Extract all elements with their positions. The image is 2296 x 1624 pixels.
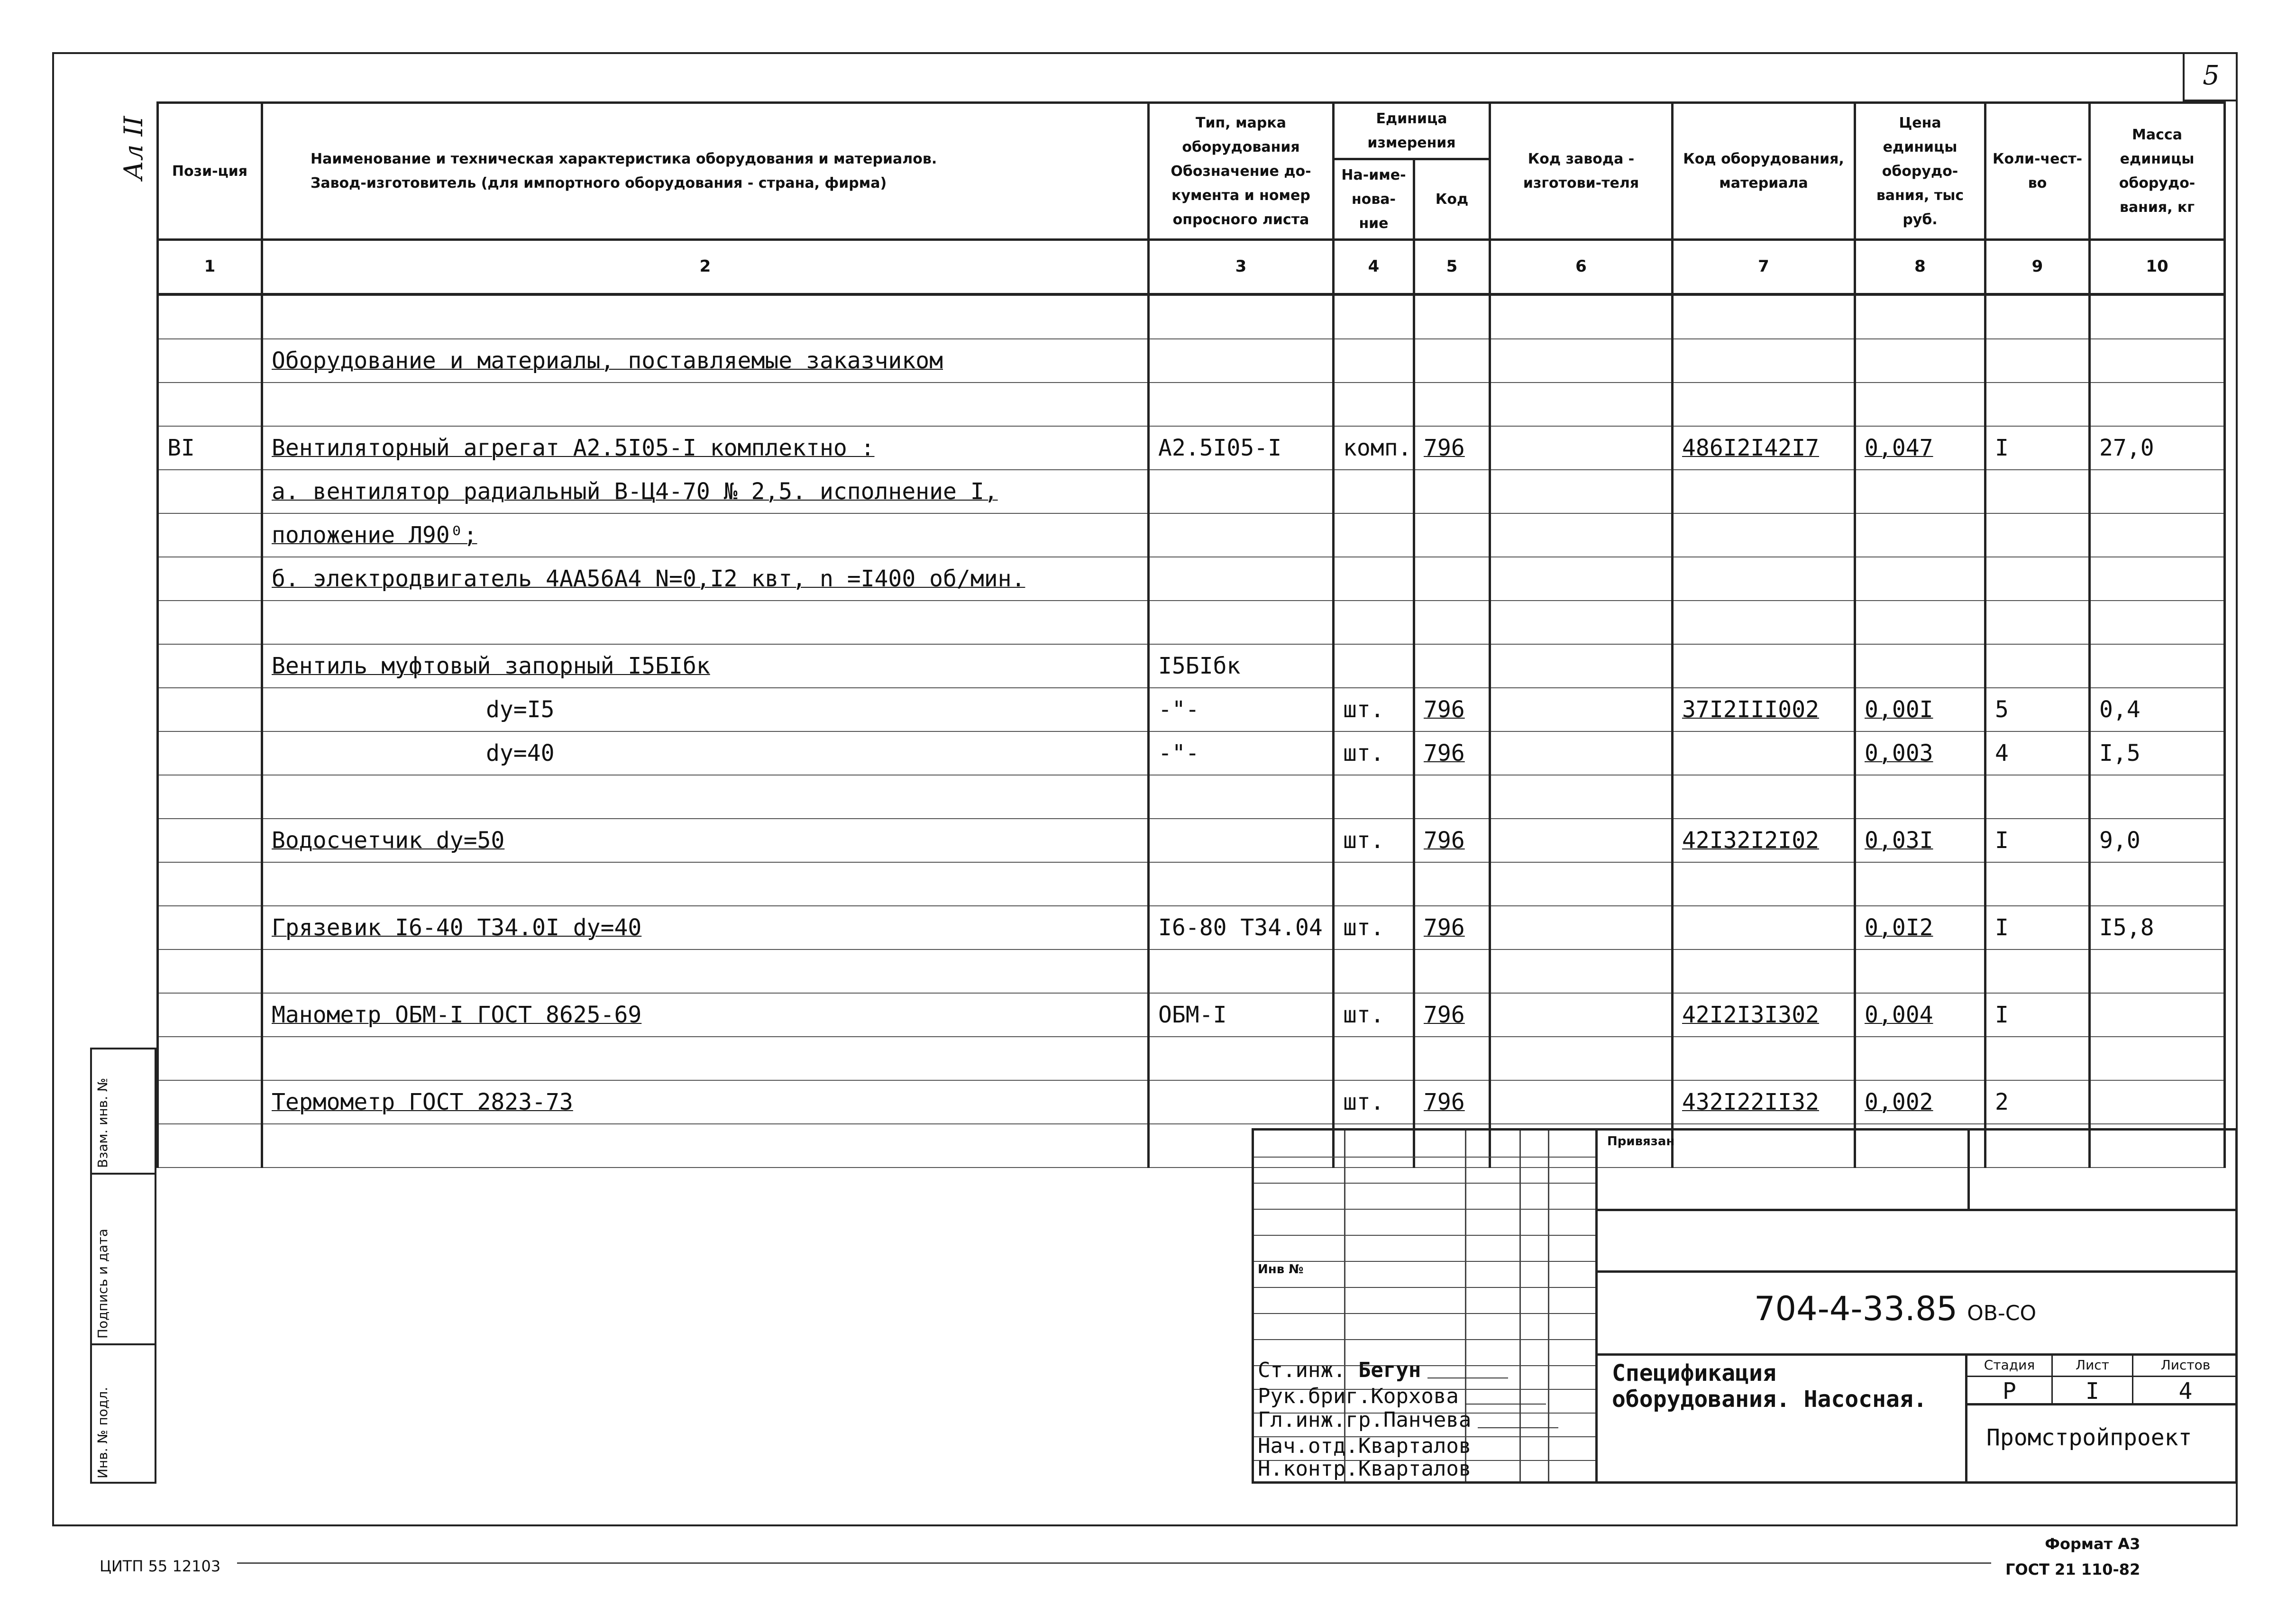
stage-box <box>1965 1353 2235 1481</box>
cell-unit: комп. <box>1334 426 1414 470</box>
table-row <box>158 644 2225 688</box>
stage-label: Стадия <box>1967 1353 2053 1377</box>
cell-qty <box>1985 1037 2090 1080</box>
cell-price <box>1855 775 1985 819</box>
cell-name <box>262 775 1149 819</box>
cell-name: б. электродвигатель 4АА56А4 N=0,I2 квт, n =I400 об/мин. <box>262 557 1149 601</box>
cell-mass <box>2090 383 2225 426</box>
signer-role: Ст.инж. <box>1258 1358 1346 1382</box>
header-row <box>158 103 2225 159</box>
cell-type: А2.5I05-I <box>1149 426 1334 470</box>
table-row <box>158 862 2225 906</box>
privyazan-label: Привязан <box>1607 1134 1675 1149</box>
header-type: Тип, марка оборудования Обозначение до-кумента и номер опросного листа <box>1149 103 1334 240</box>
sheets-label: Листов <box>2133 1353 2238 1377</box>
signer-name: Кварталов <box>1358 1457 1472 1481</box>
header-equip-code: Код оборудования, материала <box>1673 103 1855 240</box>
cell-pos <box>158 644 262 688</box>
cell-unit: шт. <box>1334 688 1414 731</box>
cell-qty: 2 <box>1985 1080 2090 1124</box>
signer-name: Панчева <box>1383 1408 1472 1432</box>
cell-qty <box>1985 557 2090 601</box>
cell-mass <box>2090 862 2225 906</box>
cell-equip <box>1673 906 1855 949</box>
cell-price: 0,004 <box>1855 993 1985 1037</box>
cell-mass <box>2090 513 2225 557</box>
cell-equip: 42I32I2I02 <box>1673 819 1855 862</box>
cell-name: dy=40 <box>262 731 1149 775</box>
cell-name <box>262 1124 1149 1168</box>
signature-line <box>1427 1364 1508 1378</box>
cell-mass <box>2090 644 2225 688</box>
cell-price <box>1855 862 1985 906</box>
cell-code <box>1414 644 1490 688</box>
signer-name: Кварталов <box>1358 1434 1472 1458</box>
signer-role: Гл.инж.гр. <box>1258 1408 1383 1432</box>
signer-row <box>1258 1408 1558 1432</box>
cell-name <box>262 1037 1149 1080</box>
cell-name <box>262 862 1149 906</box>
cell-equip <box>1673 731 1855 775</box>
cell-type <box>1149 819 1334 862</box>
cell-pos <box>158 862 262 906</box>
cell-plant <box>1490 1037 1673 1080</box>
cell-pos <box>158 906 262 949</box>
cell-mass <box>2090 1037 2225 1080</box>
cell-type <box>1149 862 1334 906</box>
table-row <box>158 601 2225 644</box>
table-row <box>158 1037 2225 1080</box>
cell-mass: 27,0 <box>2090 426 2225 470</box>
cell-type <box>1149 1080 1334 1124</box>
cell-unit <box>1334 557 1414 601</box>
cell-name: а. вентилятор радиальный В-Ц4-70 № 2,5. исполнение I, <box>262 470 1149 513</box>
signer-row <box>1258 1358 1508 1382</box>
table-row <box>158 470 2225 513</box>
cell-pos: BI <box>158 426 262 470</box>
cell-qty: 5 <box>1985 688 2090 731</box>
cell-equip <box>1673 470 1855 513</box>
cell-name: Оборудование и материалы, поставляемые заказчиком <box>262 339 1149 383</box>
cell-pos <box>158 294 262 339</box>
signer-row <box>1258 1384 1546 1408</box>
cell-mass <box>2090 601 2225 644</box>
cell-name: Грязевик I6-40 Т34.0I dy=40 <box>262 906 1149 949</box>
cell-code: 796 <box>1414 1080 1490 1124</box>
cell-mass: 0,4 <box>2090 688 2225 731</box>
cell-type <box>1149 949 1334 993</box>
document-title: Спецификация оборудования. Насосная. <box>1612 1360 1927 1413</box>
cell-equip <box>1673 1037 1855 1080</box>
cell-type <box>1149 775 1334 819</box>
cell-pos <box>158 470 262 513</box>
cell-mass <box>2090 557 2225 601</box>
table-row <box>158 294 2225 339</box>
column-number: 8 <box>1855 240 1985 295</box>
cell-plant <box>1490 513 1673 557</box>
signer-role: Нач.отд. <box>1258 1434 1358 1458</box>
cell-code <box>1414 470 1490 513</box>
cell-equip <box>1673 644 1855 688</box>
inv-label: Инв № <box>1258 1262 1304 1277</box>
cell-code: 796 <box>1414 731 1490 775</box>
side-label: Ал II <box>119 116 148 180</box>
stamp-inv-podl: Инв. № подл. <box>95 1387 110 1478</box>
cell-price <box>1855 470 1985 513</box>
sheet-number: 5 <box>2183 52 2238 101</box>
cell-price <box>1855 1037 1985 1080</box>
cell-plant <box>1490 557 1673 601</box>
cell-qty <box>1985 470 2090 513</box>
header-qty: Коли-чест-во <box>1985 103 2090 240</box>
cell-code <box>1414 383 1490 426</box>
table-row <box>158 513 2225 557</box>
cell-equip <box>1673 601 1855 644</box>
cell-qty <box>1985 294 2090 339</box>
cell-type: -"- <box>1149 688 1334 731</box>
cell-type <box>1149 294 1334 339</box>
cell-price <box>1855 557 1985 601</box>
cell-qty: 4 <box>1985 731 2090 775</box>
cell-unit <box>1334 294 1414 339</box>
header-unit-name: На-име-нова-ние <box>1334 159 1414 240</box>
cell-equip <box>1673 294 1855 339</box>
cell-equip: 42I2I3I302 <box>1673 993 1855 1037</box>
cell-unit: шт. <box>1334 906 1414 949</box>
column-number: 7 <box>1673 240 1855 295</box>
cell-unit <box>1334 775 1414 819</box>
table-row <box>158 906 2225 949</box>
column-number: 6 <box>1490 240 1673 295</box>
cell-type <box>1149 383 1334 426</box>
cell-pos <box>158 688 262 731</box>
title-block-main <box>1598 1131 2235 1481</box>
cell-type: -"- <box>1149 731 1334 775</box>
signature-line <box>1465 1390 1546 1405</box>
cell-mass <box>2090 993 2225 1037</box>
cell-code <box>1414 862 1490 906</box>
cell-name: Манометр ОБМ-I ГОСТ 8625-69 <box>262 993 1149 1037</box>
cell-plant <box>1490 470 1673 513</box>
cell-mass: I5,8 <box>2090 906 2225 949</box>
cell-type <box>1149 339 1334 383</box>
cell-price: 0,002 <box>1855 1080 1985 1124</box>
cell-name: Термометр ГОСТ 2823-73 <box>262 1080 1149 1124</box>
cell-mass: 9,0 <box>2090 819 2225 862</box>
cell-name <box>262 949 1149 993</box>
cell-price <box>1855 294 1985 339</box>
cell-mass <box>2090 470 2225 513</box>
cell-pos <box>158 819 262 862</box>
cell-code: 796 <box>1414 819 1490 862</box>
cell-type <box>1149 513 1334 557</box>
cell-code <box>1414 294 1490 339</box>
cell-mass <box>2090 294 2225 339</box>
table-row <box>158 426 2225 470</box>
signer-role: Рук.бриг. <box>1258 1384 1371 1408</box>
cell-pos <box>158 775 262 819</box>
cell-plant <box>1490 862 1673 906</box>
stamp-divider <box>92 1343 155 1345</box>
cell-mass <box>2090 775 2225 819</box>
cell-type <box>1149 1037 1334 1080</box>
cell-equip <box>1673 339 1855 383</box>
cell-price <box>1855 513 1985 557</box>
cell-qty <box>1985 862 2090 906</box>
cell-price <box>1855 949 1985 993</box>
cell-equip <box>1673 557 1855 601</box>
divider <box>1598 1209 2235 1211</box>
signer-row <box>1258 1434 1471 1458</box>
cell-price: 0,03I <box>1855 819 1985 862</box>
cell-plant <box>1490 775 1673 819</box>
cell-name: Вентиляторный агрегат А2.5I05-I комплектно : <box>262 426 1149 470</box>
side-stamp <box>90 1048 156 1484</box>
cell-code: 796 <box>1414 906 1490 949</box>
cell-type: I6-80 Т34.04 <box>1149 906 1334 949</box>
cell-unit <box>1334 470 1414 513</box>
cell-mass: I,5 <box>2090 731 2225 775</box>
cell-price: 0,047 <box>1855 426 1985 470</box>
header-name <box>262 103 1149 240</box>
cell-pos <box>158 339 262 383</box>
document-code <box>1754 1289 2036 1328</box>
cell-plant <box>1490 819 1673 862</box>
cell-plant <box>1490 949 1673 993</box>
sheet-value: I <box>2053 1377 2133 1405</box>
gost-label: ГОСТ 21 110-82 <box>2005 1560 2140 1579</box>
signer-row <box>1258 1457 1471 1481</box>
cell-qty <box>1985 949 2090 993</box>
cell-type <box>1149 557 1334 601</box>
cell-mass <box>2090 339 2225 383</box>
header-unit-group: Единица измерения <box>1334 103 1490 159</box>
cell-qty: I <box>1985 426 2090 470</box>
cell-qty <box>1985 339 2090 383</box>
table-row <box>158 339 2225 383</box>
divider <box>1598 1270 2235 1273</box>
column-number: 5 <box>1414 240 1490 295</box>
cell-name: Водосчетчик dy=50 <box>262 819 1149 862</box>
cell-price: 0,00I <box>1855 688 1985 731</box>
table-row <box>158 731 2225 775</box>
header-unit-code: Код <box>1414 159 1490 240</box>
column-number: 3 <box>1149 240 1334 295</box>
header-mass: Масса единицы оборудо-вания, кг <box>2090 103 2225 240</box>
footer-line <box>237 1562 1991 1564</box>
title-block <box>1252 1128 2238 1484</box>
cell-unit: шт. <box>1334 993 1414 1037</box>
cell-pos <box>158 383 262 426</box>
cell-code: 796 <box>1414 688 1490 731</box>
divider <box>1967 1131 1970 1209</box>
cell-plant <box>1490 383 1673 426</box>
cell-plant <box>1490 993 1673 1037</box>
cell-code <box>1414 775 1490 819</box>
cell-unit <box>1334 949 1414 993</box>
cell-equip: 486I2I42I7 <box>1673 426 1855 470</box>
cell-name <box>262 601 1149 644</box>
table-row <box>158 819 2225 862</box>
cell-name <box>262 383 1149 426</box>
sheet-label: Лист <box>2053 1353 2133 1377</box>
table-body <box>158 294 2225 1168</box>
cell-unit <box>1334 339 1414 383</box>
cell-equip <box>1673 775 1855 819</box>
signer-name: Бегун <box>1358 1358 1421 1382</box>
signer-name: Корхова <box>1371 1384 1459 1408</box>
cell-pos <box>158 513 262 557</box>
cell-plant <box>1490 644 1673 688</box>
column-number-row <box>158 240 2225 295</box>
cell-unit: шт. <box>1334 819 1414 862</box>
footer-code: ЦИТП 55 12103 <box>100 1557 221 1575</box>
cell-code: 796 <box>1414 426 1490 470</box>
cell-pos <box>158 1124 262 1168</box>
cell-price <box>1855 339 1985 383</box>
header-plant-code: Код завода - изготови-теля <box>1490 103 1673 240</box>
cell-equip <box>1673 862 1855 906</box>
table-row <box>158 1080 2225 1124</box>
cell-code <box>1414 1037 1490 1080</box>
specification-table <box>156 101 2226 1168</box>
cell-price: 0,003 <box>1855 731 1985 775</box>
cell-code <box>1414 949 1490 993</box>
cell-price <box>1855 383 1985 426</box>
cell-pos <box>158 993 262 1037</box>
table-row <box>158 993 2225 1037</box>
column-number: 9 <box>1985 240 2090 295</box>
table-row <box>158 688 2225 731</box>
table-row <box>158 949 2225 993</box>
column-number: 2 <box>262 240 1149 295</box>
cell-plant <box>1490 1080 1673 1124</box>
cell-type <box>1149 601 1334 644</box>
cell-plant <box>1490 601 1673 644</box>
cell-plant <box>1490 426 1673 470</box>
sheets-value: 4 <box>2133 1377 2238 1405</box>
table-row <box>158 775 2225 819</box>
cell-plant <box>1490 339 1673 383</box>
column-number: 1 <box>158 240 262 295</box>
cell-type: I5БIбк <box>1149 644 1334 688</box>
cell-plant <box>1490 688 1673 731</box>
stamp-divider <box>92 1173 155 1175</box>
cell-pos <box>158 1037 262 1080</box>
cell-pos <box>158 557 262 601</box>
cell-unit <box>1334 601 1414 644</box>
stamp-inv-zam: Взам. инв. № <box>95 1077 110 1168</box>
header-name-line1: Наименование и техническая характеристика оборудования и материалов. <box>311 151 937 167</box>
cell-qty <box>1985 775 2090 819</box>
cell-qty <box>1985 601 2090 644</box>
cell-unit <box>1334 383 1414 426</box>
cell-qty <box>1985 644 2090 688</box>
cell-unit <box>1334 513 1414 557</box>
header-name-line2: Завод-изготовитель (для импортного оборудования - страна, фирма) <box>311 175 887 192</box>
cell-type <box>1149 470 1334 513</box>
cell-code <box>1414 339 1490 383</box>
signer-role: Н.контр. <box>1258 1457 1358 1481</box>
cell-equip: 432I22II32 <box>1673 1080 1855 1124</box>
document-code-suffix: ОВ-СО <box>1967 1301 2037 1325</box>
cell-unit <box>1334 644 1414 688</box>
cell-qty <box>1985 383 2090 426</box>
cell-code <box>1414 601 1490 644</box>
header-pos: Пози-ция <box>158 103 262 240</box>
cell-qty <box>1985 513 2090 557</box>
cell-pos <box>158 601 262 644</box>
cell-unit <box>1334 862 1414 906</box>
cell-mass <box>2090 949 2225 993</box>
cell-mass <box>2090 1080 2225 1124</box>
organization: Промстройпроект <box>1986 1424 2192 1451</box>
signature-line <box>1478 1414 1558 1428</box>
table-row <box>158 557 2225 601</box>
cell-equip <box>1673 513 1855 557</box>
cell-plant <box>1490 906 1673 949</box>
cell-price: 0,0I2 <box>1855 906 1985 949</box>
cell-qty: I <box>1985 819 2090 862</box>
cell-plant <box>1490 294 1673 339</box>
stage-value: Р <box>1967 1377 2053 1405</box>
cell-code <box>1414 557 1490 601</box>
cell-name: dy=I5 <box>262 688 1149 731</box>
cell-qty: I <box>1985 993 2090 1037</box>
cell-equip: 37I2III002 <box>1673 688 1855 731</box>
cell-code <box>1414 513 1490 557</box>
stamp-podpis: Подпись и дата <box>95 1229 110 1339</box>
cell-name: положение Л90⁰; <box>262 513 1149 557</box>
cell-code: 796 <box>1414 993 1490 1037</box>
table-row <box>158 383 2225 426</box>
document-code-number: 704-4-33.85 <box>1754 1289 1958 1328</box>
cell-qty: I <box>1985 906 2090 949</box>
cell-unit <box>1334 1037 1414 1080</box>
cell-plant <box>1490 731 1673 775</box>
cell-unit: шт. <box>1334 1080 1414 1124</box>
cell-name <box>262 294 1149 339</box>
cell-pos <box>158 1080 262 1124</box>
cell-pos <box>158 949 262 993</box>
cell-equip <box>1673 949 1855 993</box>
column-number: 4 <box>1334 240 1414 295</box>
header-price: Цена единицы оборудо-вания, тыс руб. <box>1855 103 1985 240</box>
cell-price <box>1855 644 1985 688</box>
signature-grid <box>1254 1131 1598 1481</box>
cell-type: ОБМ-I <box>1149 993 1334 1037</box>
cell-name: Вентиль муфтовый запорный I5БIбк <box>262 644 1149 688</box>
footer-format <box>2005 1531 2140 1583</box>
format-label: Формат А3 <box>2045 1535 2140 1553</box>
cell-price <box>1855 601 1985 644</box>
cell-unit: шт. <box>1334 731 1414 775</box>
cell-equip <box>1673 383 1855 426</box>
column-number: 10 <box>2090 240 2225 295</box>
cell-pos <box>158 731 262 775</box>
